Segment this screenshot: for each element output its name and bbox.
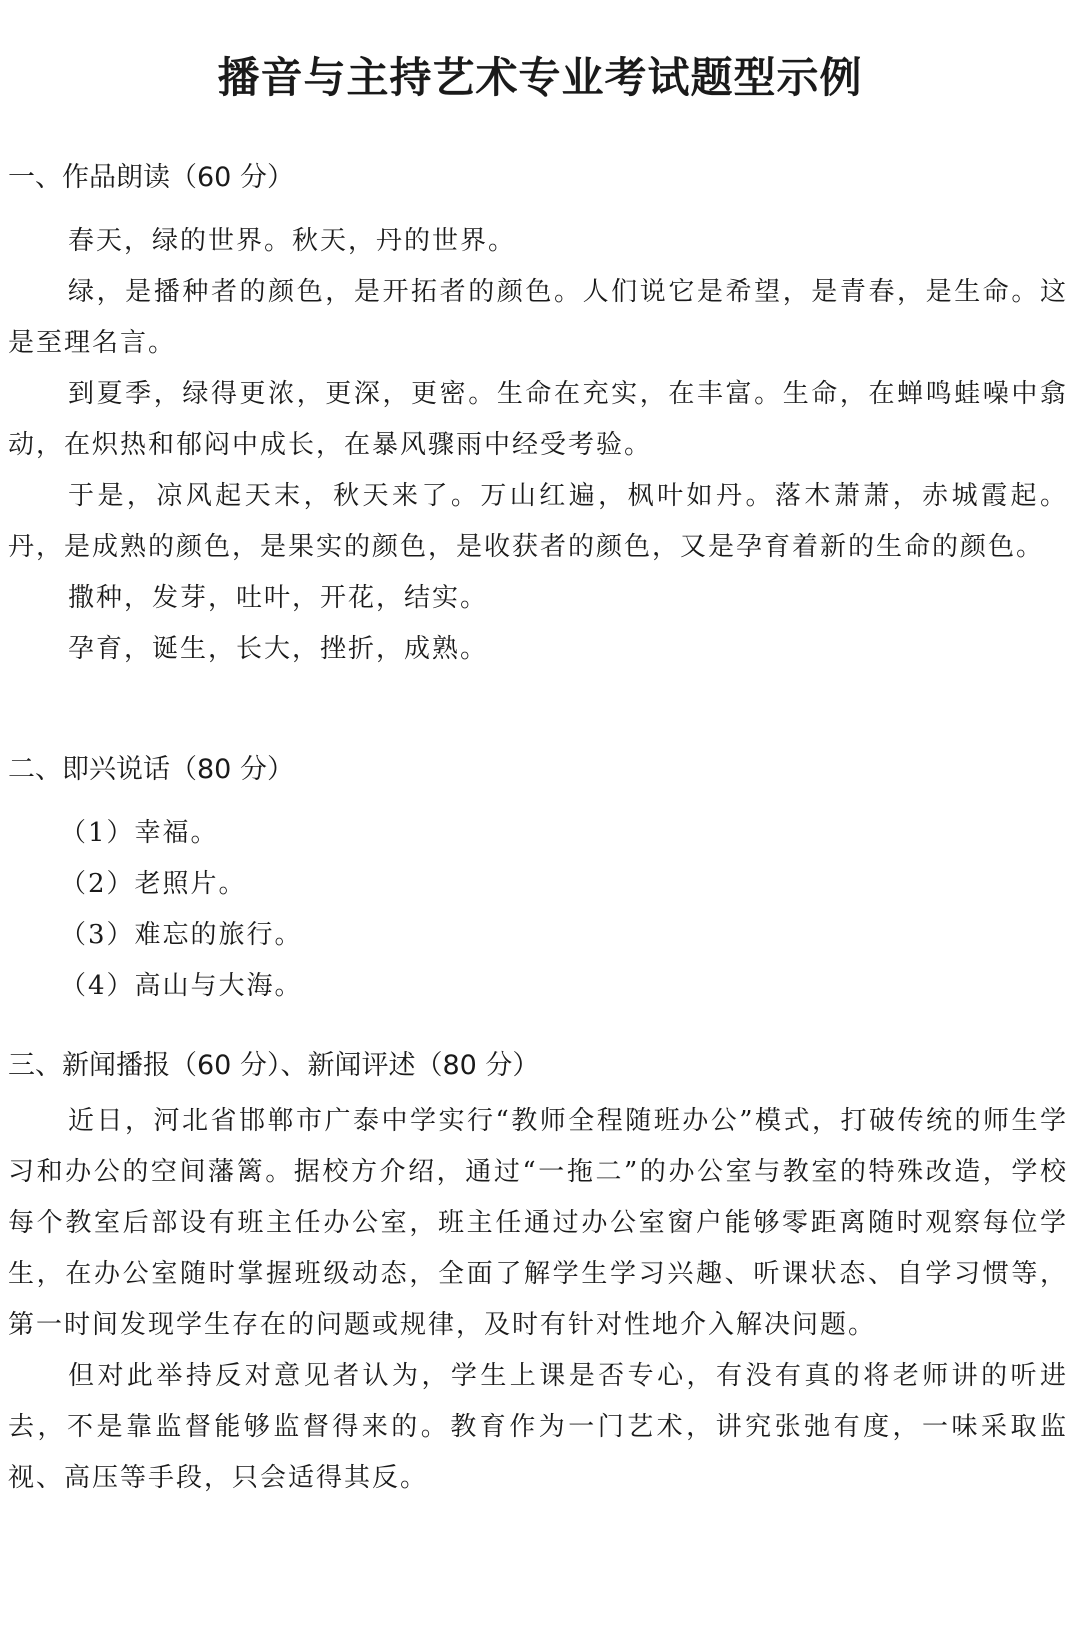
- paragraph: 近日，河北省邯郸市广泰中学实行“教师全程随班办公”模式，打破传统的师生学习和办公的空间藩篱。据校方介绍，通过“一拖二”的办公室与教室的特殊改造，学校每个教室后部设有班主任办公室，班主任通过办公室窗户能够零距离随时观察每位学生，在办公室随时掌握班级动态，全面了解学生学习兴趣、听课状态、自学习惯等，第一时间发现学生存在的问题或规律，及时有针对性地介入解决问题。: [8, 1106, 1068, 1340]
- paragraph: 但对此举持反对意见者认为，学生上课是否专心，有没有真的将老师讲的听进去，不是靠监督能够监督得来的。教育作为一门艺术，讲究张弛有度，一味采取监视、高压等手段，只会适得其反。: [8, 1361, 1068, 1493]
- section-news: [8, 1046, 1068, 1504]
- list-item: （1）幸福。: [60, 818, 219, 848]
- section-heading: 一、作品朗读（60 分）: [8, 162, 294, 193]
- section-body: [8, 808, 1068, 1012]
- section-heading: 二、即兴说话（80 分）: [8, 754, 294, 785]
- paragraph: 到夏季，绿得更浓，更深，更密。生命在充实，在丰富。生命，在蝉鸣蛙噪中翕动，在炽热和郁闷中成长，在暴风骤雨中经受考验。: [8, 379, 1068, 460]
- paragraph: 春天，绿的世界。秋天，丹的世界。: [68, 226, 517, 256]
- document-title: 播音与主持艺术专业考试题型示例: [217, 53, 863, 103]
- section-impromptu-speech: [8, 750, 1068, 1012]
- section-body: [8, 216, 1068, 675]
- list-item: （3）难忘的旅行。: [60, 920, 303, 950]
- paragraph: 孕育，诞生，长大，挫折，成熟。: [68, 634, 489, 664]
- list-item: （4）高山与大海。: [60, 971, 303, 1001]
- paragraph: 绿，是播种者的颜色，是开拓者的颜色。人们说它是希望，是青春，是生命。这是至理名言。: [8, 277, 1068, 358]
- section-reading: [8, 158, 1068, 675]
- section-body: [8, 1096, 1068, 1504]
- list-item: （2）老照片。: [60, 869, 247, 899]
- paragraph: 撒种，发芽，吐叶，开花，结实。: [68, 583, 489, 613]
- paragraph: 于是，凉风起天末，秋天来了。万山红遍，枫叶如丹。落木萧萧，赤城霞起。丹，是成熟的颜色，是果实的颜色，是收获者的颜色，又是孕育着新的生命的颜色。: [8, 481, 1068, 562]
- section-heading: 三、新闻播报（60 分）、新闻评述（80 分）: [8, 1050, 540, 1081]
